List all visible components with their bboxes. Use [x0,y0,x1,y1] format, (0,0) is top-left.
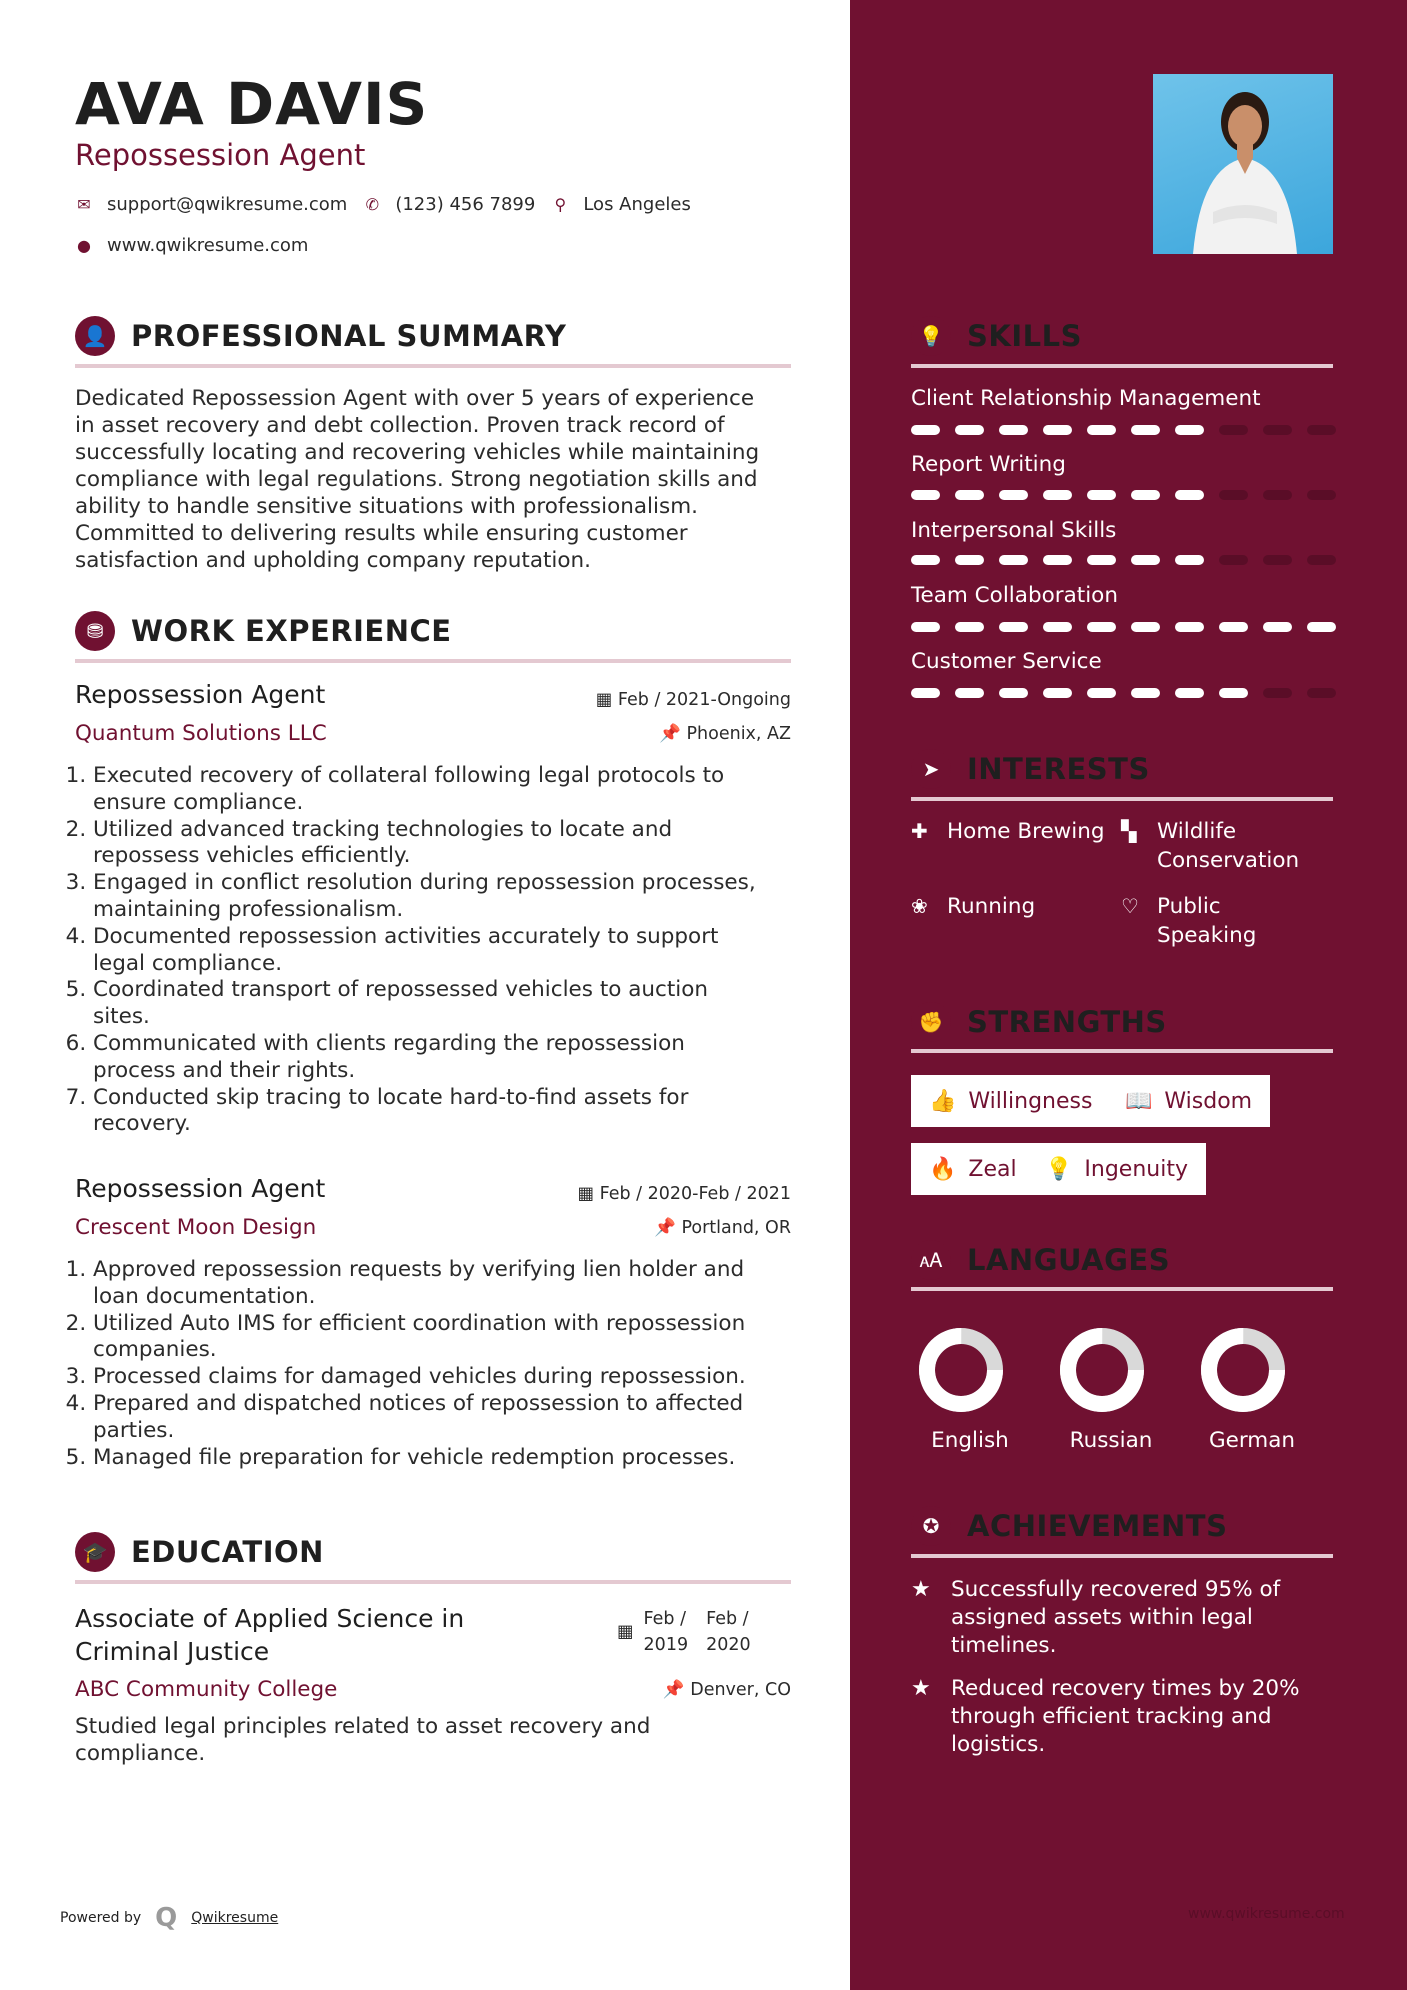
language-donuts [911,1320,1333,1420]
job-title: Repossession Agent [75,1174,326,1203]
list-item-line: Communicated with clients regarding the repossession [93,1030,685,1056]
list-item-line: Engaged in conflict resolution during repossession processes, [93,870,756,896]
education-desc [75,1713,815,1767]
achievement-item [911,1675,1331,1759]
strength-label: Ingenuity [1084,1156,1188,1182]
skill-dash-filled [1043,555,1072,565]
interest-item [1121,817,1299,875]
list-item-line: process and their rights. [93,1057,356,1083]
skill-dash-filled [1175,425,1204,435]
list-item-line: maintaining professionalism. [93,896,404,922]
skill-name: Customer Service [911,649,1102,674]
skill-dash-empty [1219,425,1248,435]
summary-line: successfully locating and recovering vehicles while maintaining [75,440,760,465]
map-marker-icon: ⚲ [554,195,567,214]
summary-line: compliance with legal regulations. Strong negotiation skills and [75,467,758,492]
skill-meter [911,490,1336,500]
list-item [93,1364,815,1391]
contact-row [75,194,691,215]
skill-dash-filled [1131,555,1160,565]
summary-line: satisfaction and upholding company reputation. [75,548,592,573]
interest-item [1121,892,1256,950]
envelope-icon: ✉ [77,195,91,214]
education-desc-line: compliance. [75,1741,206,1766]
shooting-star-icon: ★ [911,1577,931,1602]
list-item [93,977,815,1031]
skill-dash-filled [1175,688,1204,698]
skill-dash-filled [1219,622,1248,632]
skills-title: SKILLS [967,319,1082,353]
skill-dash-filled [1263,622,1292,632]
list-item-line: Executed recovery of collateral following legal protocols to [93,763,725,788]
skill-dash-filled [1087,688,1116,698]
edu-end-month: Feb / [706,1609,749,1629]
skill-dash-filled [911,622,940,632]
list-item-line: Utilized Auto IMS for efficient coordination with repossession [93,1310,746,1336]
candidate-name: AVA DAVIS [75,70,429,138]
skill-dash-filled [1175,622,1204,632]
pin-icon: 📌 [662,1680,685,1700]
skill-dash-empty [1307,490,1336,500]
skill-dash-filled [911,555,940,565]
degree-title [75,1602,464,1668]
skills-header [911,316,1082,356]
footer-website: www.qwikresume.com [1188,1906,1345,1922]
interest-item [911,817,1105,846]
skill-dash-empty [1307,425,1336,435]
interests-title: INTERESTS [967,752,1150,786]
strength-tag [911,1143,1035,1195]
skill-dash-empty [1263,490,1292,500]
skill-dash-filled [955,555,984,565]
school-location [560,1680,791,1700]
education-desc-line: Studied legal principles related to asset recovery and [75,1714,651,1739]
lightbulb-icon: 💡 [1045,1156,1073,1182]
school-location-text: Denver, CO [690,1680,791,1700]
interest-label-line: Public [1157,894,1221,919]
calendar-icon: ▦ [577,1184,595,1204]
interest-label [1157,817,1299,875]
achievement-item [911,1576,1331,1660]
list-item-line: Managed file preparation for vehicle redemption processes. [93,1444,736,1470]
strength-label: Zeal [968,1156,1017,1182]
education-divider [75,1580,791,1584]
powered-by [60,1903,278,1933]
thumbs-up-icon: 👍 [929,1088,957,1114]
job-dates [540,1184,791,1204]
summary-text [75,385,815,574]
education-title: EDUCATION [131,1535,324,1569]
summary-line: Committed to delivering results while ensuring customer [75,521,688,546]
list-item [93,817,815,871]
skill-meter [911,555,1336,565]
profile-photo [1153,74,1333,254]
job-location-text: Portland, OR [681,1218,791,1238]
chair-icon: ⛃ [75,611,115,651]
skill-dash-filled [1043,688,1072,698]
list-item-line: sites. [93,1004,150,1030]
paw-icon: ❀ [911,894,928,918]
skill-dash-filled [1307,622,1336,632]
pin-icon: 📌 [654,1218,676,1238]
skill-dash-filled [955,622,984,632]
book-icon: 📖 [1125,1088,1153,1114]
skill-dash-filled [1087,490,1116,500]
website-link[interactable]: www.qwikresume.com [107,235,309,256]
skill-name: Client Relationship Management [911,386,1261,411]
paper-plane-icon: ➤ [911,749,951,789]
achievements-title: ACHIEVEMENTS [967,1509,1228,1543]
skill-dash-filled [1131,490,1160,500]
skill-dash-filled [1175,490,1204,500]
interest-label-line: Speaking [1157,923,1257,948]
interest-label: Running [947,894,1036,919]
job-dates-text: Feb / 2021-Ongoing [617,690,791,710]
skill-dash-filled [1131,425,1160,435]
language-name: English [931,1428,1009,1453]
candidate-role: Repossession Agent [75,138,366,172]
skill-dash-empty [1263,555,1292,565]
fire-icon: 🔥 [929,1156,957,1182]
interest-label-line: Wildlife [1157,819,1237,844]
edu-end [706,1606,751,1658]
phone-text: (123) 456 7899 [395,194,536,215]
skill-dash-empty [1263,688,1292,698]
strength-tag [1107,1075,1270,1127]
map-icon: ▚ [1121,819,1137,843]
achievement-text [951,1675,1300,1759]
skill-dash-filled [911,425,940,435]
brand-link[interactable]: Qwikresume [191,1910,279,1926]
interest-label [1157,892,1256,950]
skill-dash-filled [1131,622,1160,632]
globe-icon: ● [77,236,91,255]
list-item [93,924,815,978]
languages-title: LANGUAGES [967,1243,1171,1277]
list-item-line: Processed claims for damaged vehicles during repossession. [93,1364,746,1390]
skill-dash-filled [955,688,984,698]
skill-dash-filled [1219,688,1248,698]
list-item-line: ensure compliance. [93,789,304,815]
powered-by-text: Powered by [60,1910,142,1926]
location-text: Los Angeles [583,194,691,215]
achievement-line: logistics. [951,1732,1046,1757]
interests-header [911,749,1150,789]
list-item [93,1391,815,1445]
skill-dash-filled [999,622,1028,632]
job-title: Repossession Agent [75,680,326,709]
list-item-line: parties. [93,1417,175,1443]
interest-label: Home Brewing [947,819,1105,844]
job-dates-text: Feb / 2020-Feb / 2021 [599,1184,791,1204]
skill-dash-filled [1087,425,1116,435]
skill-dash-filled [999,688,1028,698]
pin-icon: 📌 [659,724,681,744]
list-item [93,1085,815,1139]
star-badge-icon: ✪ [911,1506,951,1546]
list-item-line: recovery. [93,1111,191,1137]
list-item [93,1257,815,1311]
strengths-header [911,1002,1167,1042]
edu-start-year: 2019 [643,1635,689,1655]
lightbulb-icon: 💡 [911,316,951,356]
strength-tag [911,1075,1110,1127]
skill-dash-empty [1219,555,1248,565]
skill-dash-filled [1043,490,1072,500]
achievement-line: timelines. [951,1633,1057,1658]
language-name: German [1208,1428,1296,1453]
list-item-line: repossess vehicles efficiently. [93,843,411,869]
strength-label: Willingness [968,1088,1093,1114]
job-company: Crescent Moon Design [75,1215,317,1240]
interests-divider [911,797,1333,801]
skill-dash-filled [955,425,984,435]
skill-dash-filled [911,490,940,500]
email-link[interactable]: support@qwikresume.com [107,194,348,215]
edu-end-year: 2020 [706,1635,751,1655]
education-header [75,1532,324,1572]
interest-item [911,892,1035,921]
interest-label-line: Conservation [1157,848,1300,873]
skill-name: Team Collaboration [911,583,1118,608]
skill-dash-filled [1043,622,1072,632]
achievement-text [951,1576,1280,1660]
list-item-line: Documented repossession activities accurately to support [93,923,719,949]
skill-dash-filled [999,555,1028,565]
job-company: Quantum Solutions LLC [75,721,327,746]
degree-line: Criminal Justice [75,1637,270,1666]
puzzle-icon: ✚ [911,819,928,843]
degree-line: Associate of Applied Science in [75,1604,465,1633]
skills-divider [911,364,1333,368]
fist-icon: ✊ [911,1002,951,1042]
experience-divider [75,659,791,663]
summary-header [75,316,566,356]
languages-divider [911,1287,1333,1291]
list-item [93,870,815,924]
list-item [93,1031,815,1085]
strength-tag [1027,1143,1206,1195]
list-item [93,1445,815,1472]
achievement-line: through efficient tracking and [951,1704,1272,1729]
skill-dash-filled [911,688,940,698]
experience-header [75,611,452,651]
job-location [560,724,791,744]
job-location [560,1218,791,1238]
achievement-line: Reduced recovery times by 20% [951,1676,1300,1701]
skill-dash-empty [1219,490,1248,500]
list-item-line: loan documentation. [93,1283,316,1309]
skill-dash-empty [1307,688,1336,698]
list-item-line: Approved repossession requests by verifying lien holder and [93,1257,745,1282]
achievements-header [911,1506,1227,1546]
job-location-text: Phoenix, AZ [686,724,791,744]
strengths-title: STRENGTHS [967,1005,1167,1039]
language-icon: 🗚 [911,1240,951,1280]
skill-name: Report Writing [911,452,1066,477]
strength-label: Wisdom [1164,1088,1253,1114]
calendar-icon: ▦ [595,690,613,710]
list-item-line: Utilized advanced tracking technologies to locate and [93,816,673,842]
skill-dash-filled [999,425,1028,435]
skill-meter [911,622,1336,632]
user-icon: 👤 [75,316,115,356]
qwikresume-logo-icon: Q [155,1903,178,1933]
list-item [93,1311,815,1365]
list-item-line: companies. [93,1337,217,1363]
list-item-line: Coordinated transport of repossessed vehicles to auction [93,977,709,1003]
experience-title: WORK EXPERIENCE [131,614,452,648]
edu-start-month: Feb / [643,1609,686,1629]
language-name: Russian [1069,1428,1153,1453]
achievement-line: assigned assets within legal [951,1605,1253,1630]
skill-dash-filled [1175,555,1204,565]
skill-dash-empty [1263,425,1292,435]
summary-title: PROFESSIONAL SUMMARY [131,319,567,353]
skill-dash-filled [1087,555,1116,565]
list-item-line: legal compliance. [93,950,283,976]
edu-start [644,1606,689,1658]
calendar-icon: ▦ [617,1622,634,1642]
skill-dash-filled [1087,622,1116,632]
education-dates [617,1606,791,1658]
list-item [93,763,815,817]
languages-header [911,1240,1170,1280]
summary-divider [75,364,791,368]
skill-dash-filled [955,490,984,500]
phone-icon: ✆ [365,195,380,214]
list-item-line: Prepared and dispatched notices of repossession to affected [93,1390,744,1416]
job-bullets [75,763,815,1138]
skill-meter [911,425,1336,435]
achievement-line: Successfully recovered 95% of [951,1577,1281,1602]
list-item-line: Conducted skip tracing to locate hard-to-find assets for [93,1084,689,1110]
website-row [75,235,308,256]
person-photo-icon [1153,74,1333,254]
strengths-divider [911,1049,1333,1053]
summary-line: ability to handle sensitive situations with professionalism. [75,494,698,519]
graduate-icon: 🎓 [75,1532,115,1572]
job-dates [560,690,791,710]
heartbeat-icon: ♡ [1121,894,1139,918]
skill-name: Interpersonal Skills [911,518,1117,543]
skill-meter [911,688,1336,698]
shooting-star-icon: ★ [911,1676,931,1701]
skill-dash-filled [999,490,1028,500]
skill-dash-filled [1043,425,1072,435]
summary-line: Dedicated Repossession Agent with over 5 years of experience [75,386,755,411]
school-name: ABC Community College [75,1677,338,1702]
skill-dash-empty [1307,555,1336,565]
job-bullets [75,1257,815,1471]
skill-dash-filled [1131,688,1160,698]
summary-line: in asset recovery and debt collection. Proven track record of [75,413,725,438]
achievements-divider [911,1554,1333,1558]
